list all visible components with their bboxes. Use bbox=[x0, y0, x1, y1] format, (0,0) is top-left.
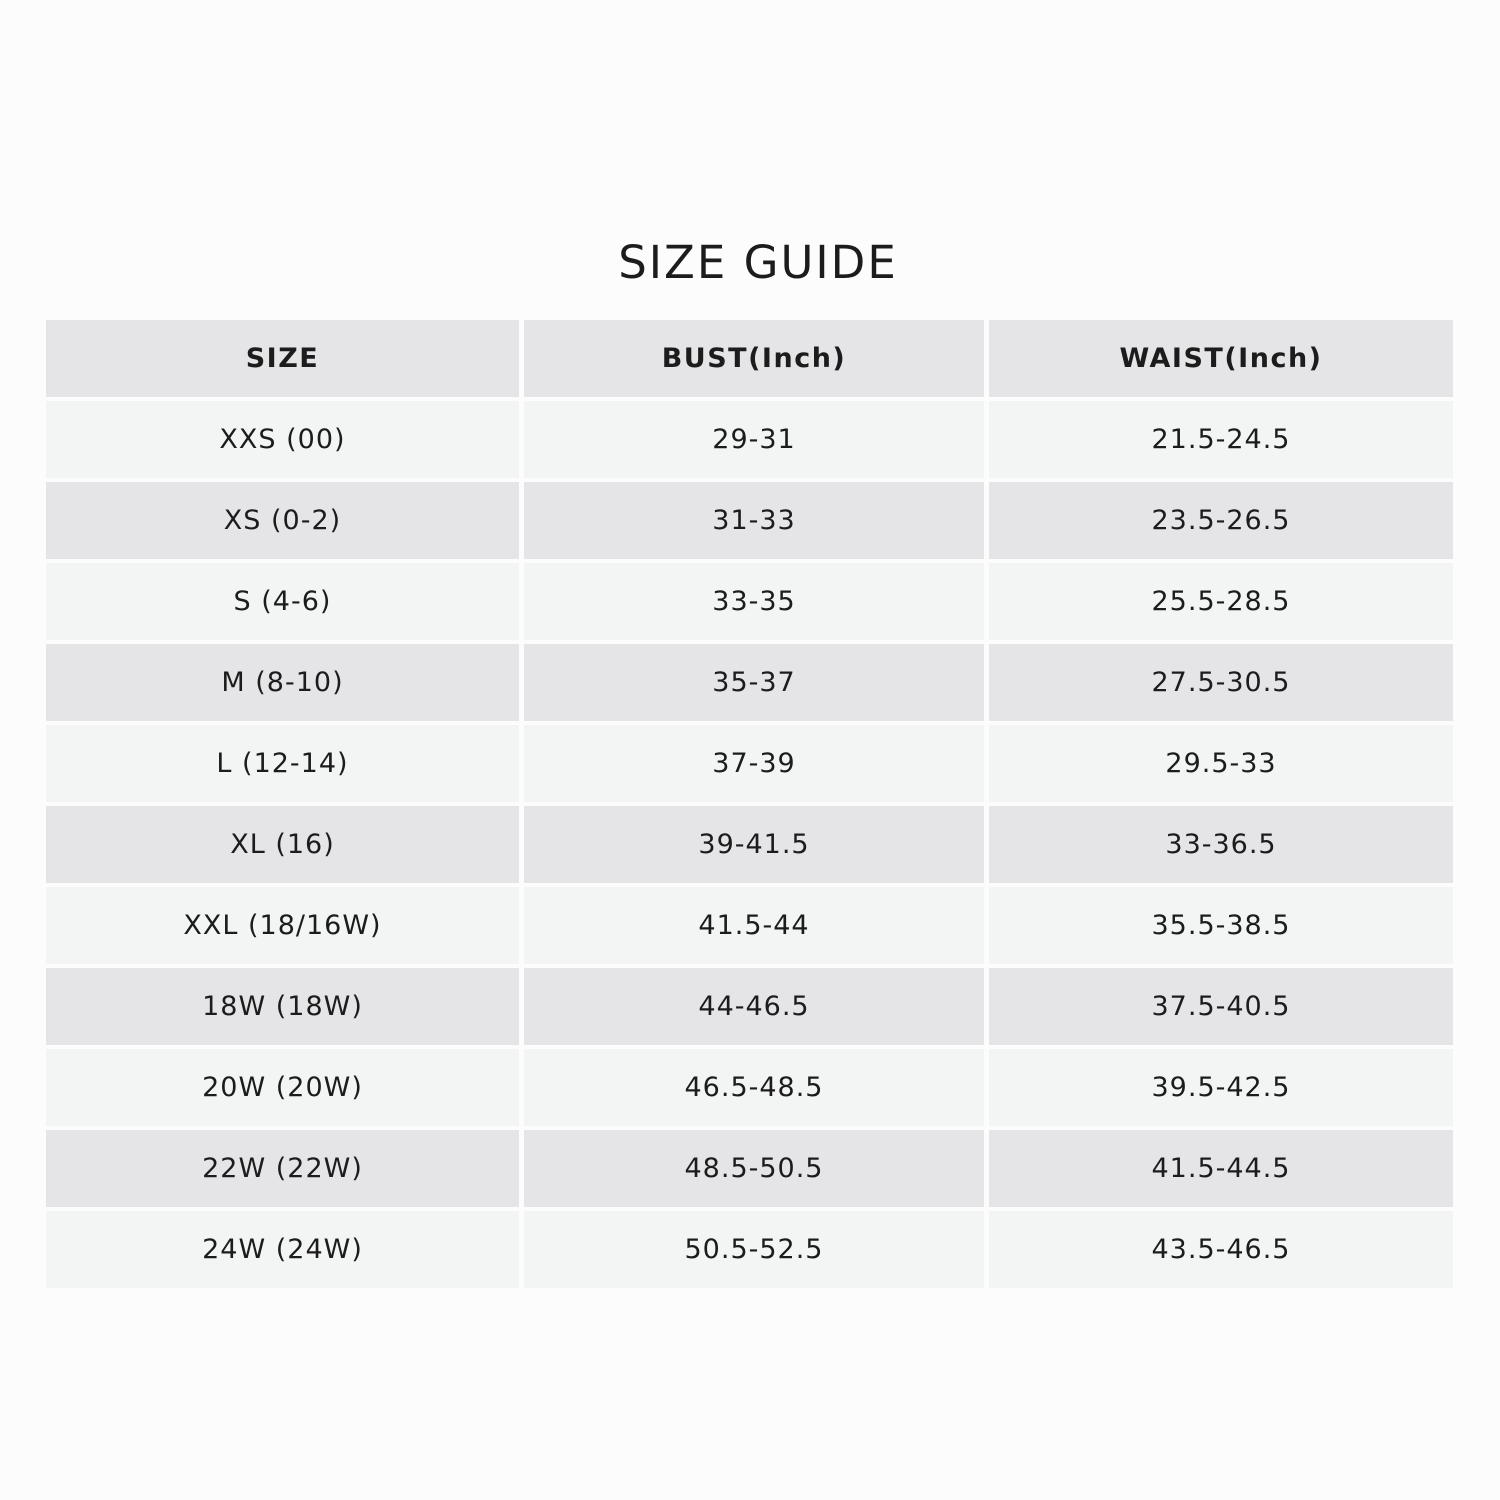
cell-waist: 23.5-26.5 bbox=[989, 482, 1453, 563]
cell-waist: 25.5-28.5 bbox=[989, 563, 1453, 644]
cell-bust: 44-46.5 bbox=[524, 968, 989, 1049]
cell-waist: 29.5-33 bbox=[989, 725, 1453, 806]
cell-size: 24W (24W) bbox=[46, 1211, 524, 1292]
cell-waist: 35.5-38.5 bbox=[989, 887, 1453, 968]
cell-size: XXS (00) bbox=[46, 401, 524, 482]
cell-bust: 35-37 bbox=[524, 644, 989, 725]
cell-size: XL (16) bbox=[46, 806, 524, 887]
cell-waist: 41.5-44.5 bbox=[989, 1130, 1453, 1211]
cell-bust: 37-39 bbox=[524, 725, 989, 806]
cell-size: 18W (18W) bbox=[46, 968, 524, 1049]
cell-size: 22W (22W) bbox=[46, 1130, 524, 1211]
cell-size: S (4-6) bbox=[46, 563, 524, 644]
cell-bust: 31-33 bbox=[524, 482, 989, 563]
cell-size: XS (0-2) bbox=[46, 482, 524, 563]
table-row bbox=[46, 401, 1453, 482]
cell-size: XXL (18/16W) bbox=[46, 887, 524, 968]
cell-waist: 21.5-24.5 bbox=[989, 401, 1453, 482]
page-title: SIZE GUIDE bbox=[618, 236, 898, 289]
table-row bbox=[46, 968, 1453, 1049]
cell-waist: 43.5-46.5 bbox=[989, 1211, 1453, 1292]
header-waist: WAIST(Inch) bbox=[989, 320, 1453, 401]
table-row bbox=[46, 482, 1453, 563]
table-row bbox=[46, 1130, 1453, 1211]
table-body bbox=[46, 401, 1453, 1292]
cell-bust: 39-41.5 bbox=[524, 806, 989, 887]
header-bust: BUST(Inch) bbox=[524, 320, 989, 401]
table-row bbox=[46, 887, 1453, 968]
cell-bust: 29-31 bbox=[524, 401, 989, 482]
table-row bbox=[46, 563, 1453, 644]
header-row bbox=[46, 320, 1453, 401]
table-row bbox=[46, 725, 1453, 806]
cell-bust: 48.5-50.5 bbox=[524, 1130, 989, 1211]
cell-waist: 37.5-40.5 bbox=[989, 968, 1453, 1049]
cell-bust: 41.5-44 bbox=[524, 887, 989, 968]
cell-size: L (12-14) bbox=[46, 725, 524, 806]
header-size: SIZE bbox=[46, 320, 524, 401]
cell-waist: 39.5-42.5 bbox=[989, 1049, 1453, 1130]
table-row bbox=[46, 1049, 1453, 1130]
cell-size: M (8-10) bbox=[46, 644, 524, 725]
table-row bbox=[46, 644, 1453, 725]
cell-bust: 50.5-52.5 bbox=[524, 1211, 989, 1292]
cell-bust: 46.5-48.5 bbox=[524, 1049, 989, 1130]
size-guide-table bbox=[46, 320, 1453, 1292]
table-row bbox=[46, 1211, 1453, 1292]
cell-size: 20W (20W) bbox=[46, 1049, 524, 1130]
table-row bbox=[46, 806, 1453, 887]
cell-waist: 33-36.5 bbox=[989, 806, 1453, 887]
cell-bust: 33-35 bbox=[524, 563, 989, 644]
table-header bbox=[46, 320, 1453, 401]
cell-waist: 27.5-30.5 bbox=[989, 644, 1453, 725]
